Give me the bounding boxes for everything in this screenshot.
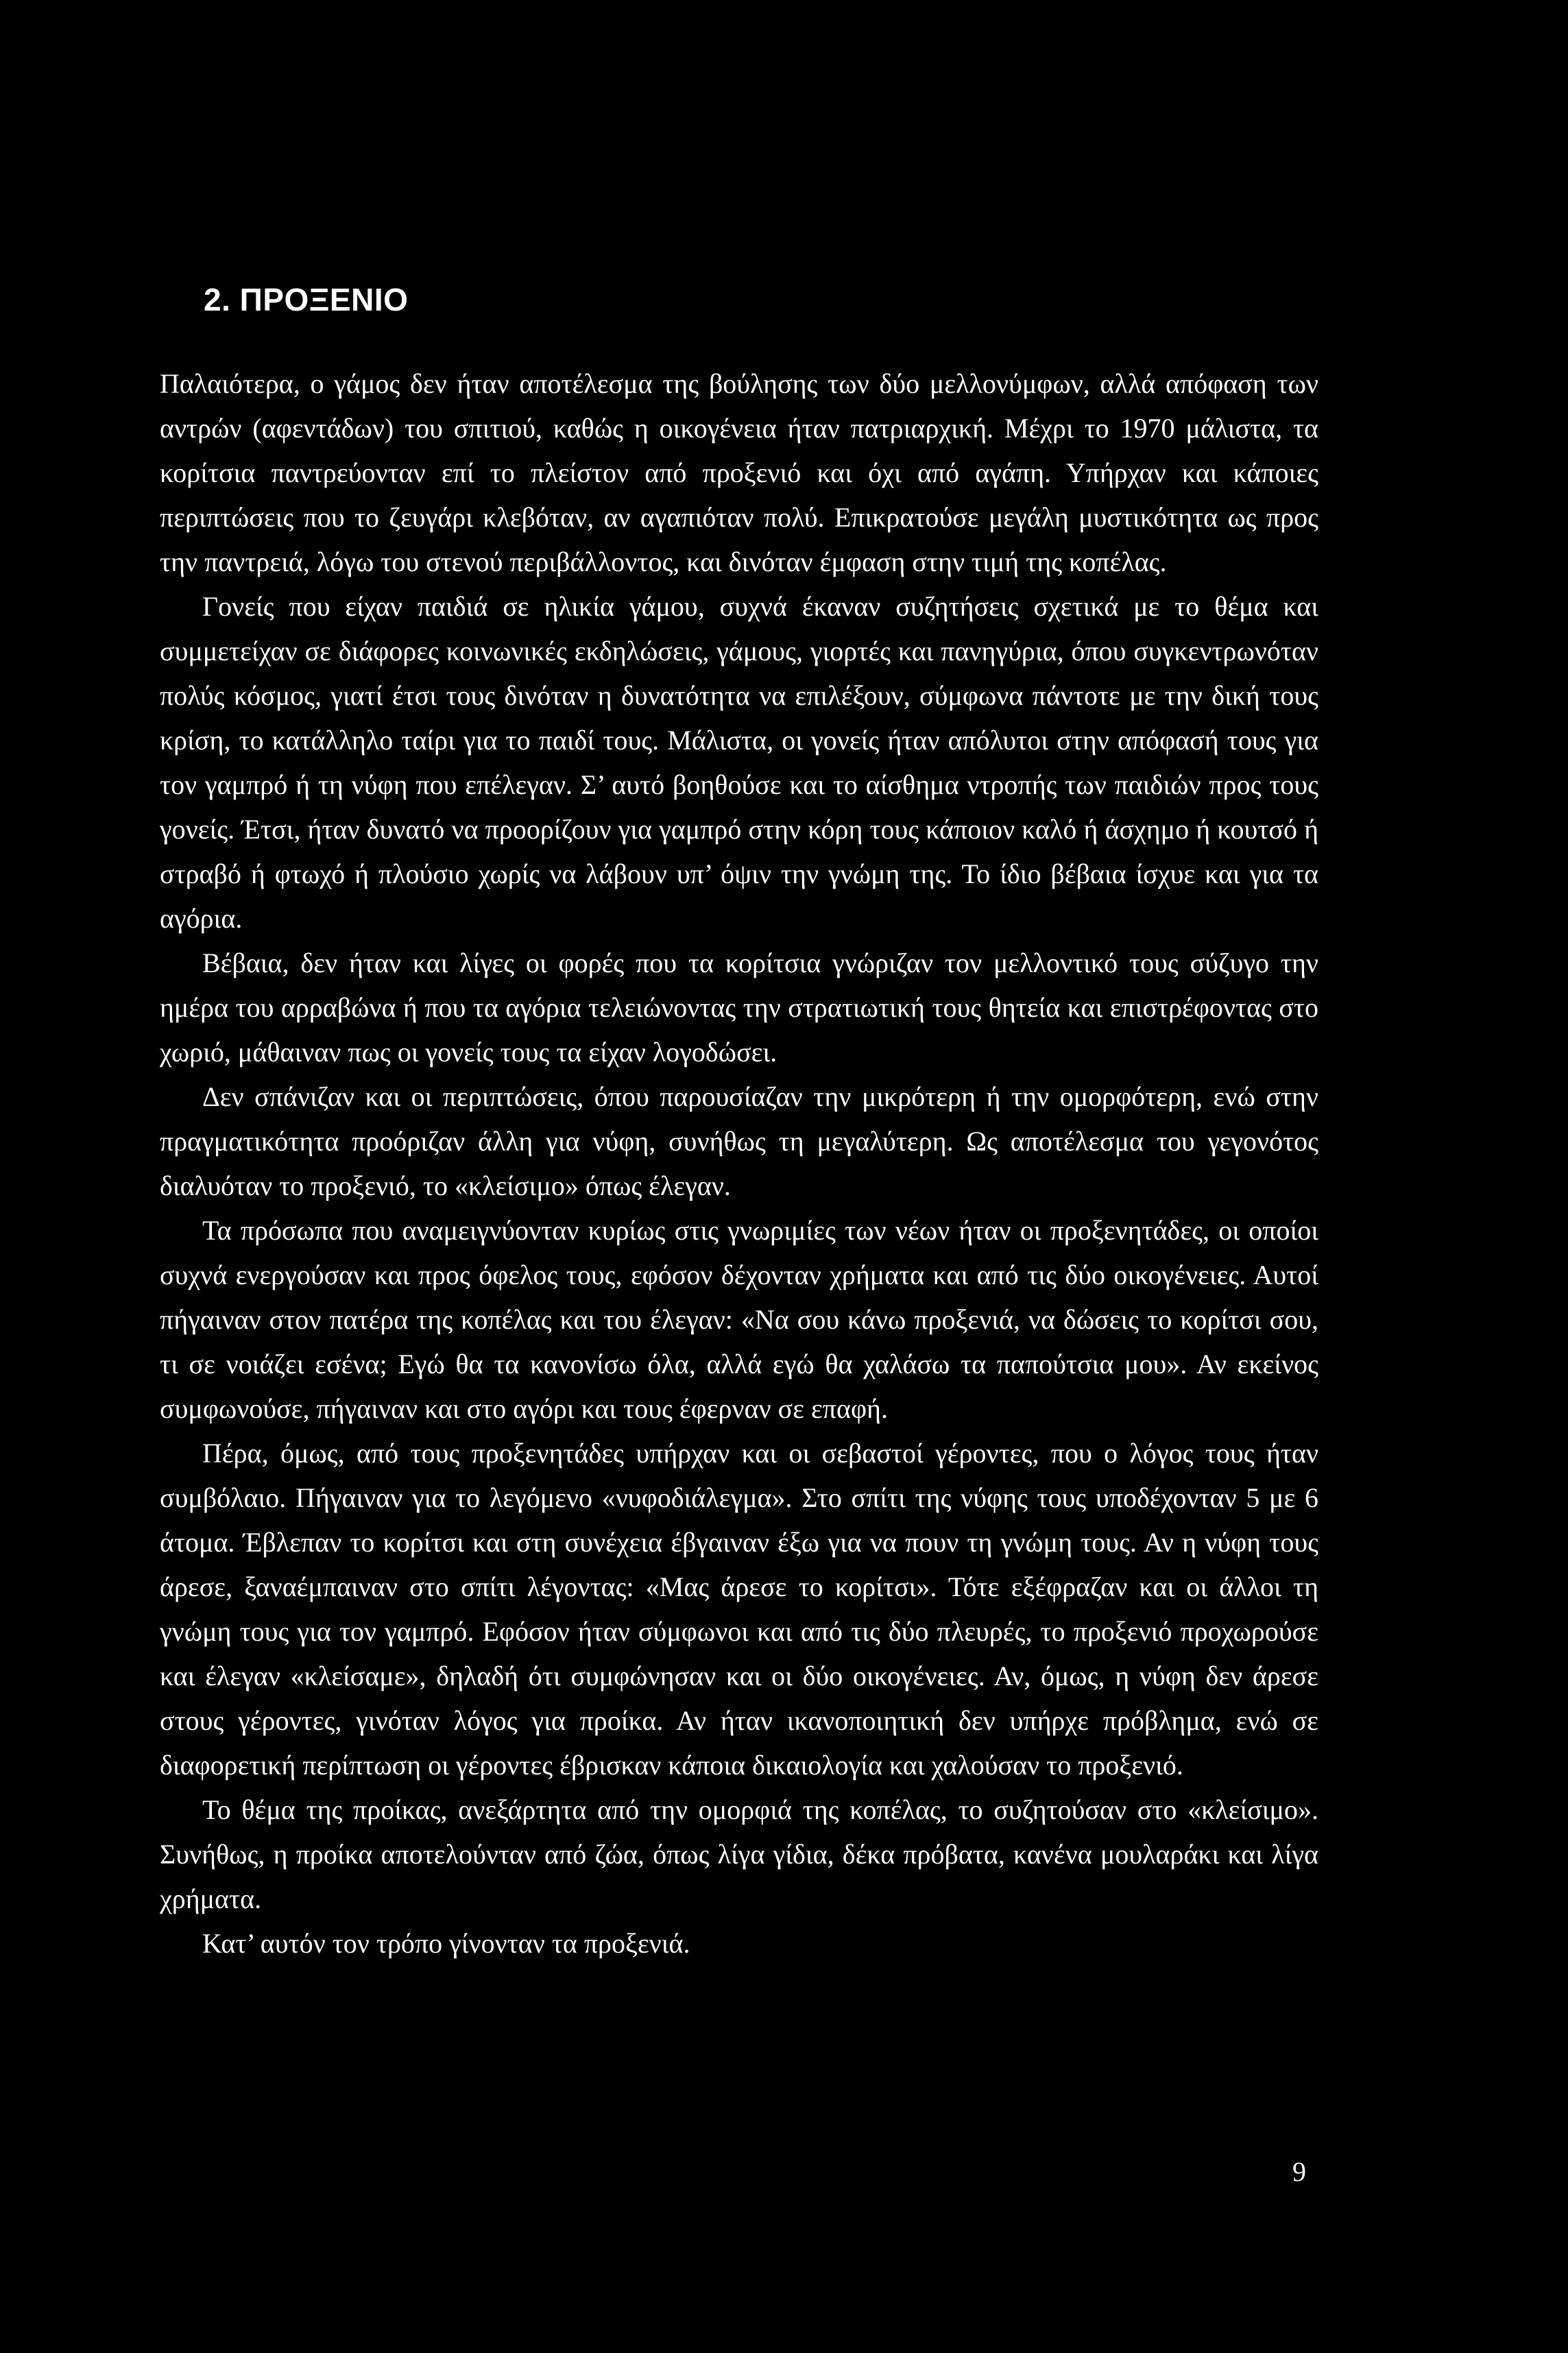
paragraph-elders: Πέρα, όμως, από τους προξενητάδες υπήρχαν και οι σεβαστοί γέροντες, που ο λόγος τους ήταν συμβόλαιο. Πήγαιναν για το λεγόμενο «νυφοδιάλεγμα». Στο σπίτι της νύφης τους υποδέχονταν 5 με 6 άτομα. Έβλεπαν το κορίτσι και στη συνέχεια έβγαιναν έξω για να πουν τη γνώμη τους. Αν η νύφη τους άρεσε, ξαναέμπαιναν στο σπίτι λέγοντας: «Μας άρεσε το κορίτσι». Τότε εξέφραζαν και οι άλλοι τη γνώμη τους για τον γαμπρό. Εφόσον ήταν σύμφωνοι και από τις δύο πλευρές, το προξενιό προχωρούσε και έλεγαν «κλείσαμε», δηλαδή ότι συμφώνησαν και οι δύο οικογένειες. Αν, όμως, η νύφη δεν άρεσε στους γέροντες, γινόταν λόγος για προίκα. Αν ήταν ικανοποιητική δεν υπήρχε πρόβλημα, ενώ σε διαφορετική περίπτωση οι γέροντες έβρισκαν κάποια δικαιολογία και χαλούσαν το προξενιό. [160,1438,1318,1781]
paragraph-conclusion: Κατ’ αυτόν τον τρόπο γίνονταν τα προξενιά. [202,1928,690,1959]
paragraph-parents: Γονείς που είχαν παιδιά σε ηλικία γάμου, συχνά έκαναν συζητήσεις σχετικά με το θέμα και συμμετείχαν σε διάφορες κοινωνικές εκδηλώσεις, γάμους, γιορτές και πανηγύρια, όπου συγκεντρωνόταν πολύς κόσμος, γιατί έτσι τους δινόταν η δυνατότητα να επιλέξουν, σύμφωνα πάντοτε με την δική τους κρίση, το κατάλληλο ταίρι για το παιδί τους. Μάλιστα, οι γονείς ήταν απόλυτοι στην απόφασή τους για τον γαμπρό ή τη νύφη που επέλεγαν. Σ’ αυτό βοηθούσε και το αίσθημα ντροπής των παιδιών προς τους γονείς. Έτσι, ήταν δυνατό να προορίζουν για γαμπρό στην κόρη τους κάποιον καλό ή άσχημο ή κουτσό ή στραβό ή φτωχό ή πλούσιο χωρίς να λάβουν υπ’ όψιν την γνώμη της. Το ίδιο βέβαια ίσχυε και για τα αγόρια. [160,591,1318,934]
document-body [160,281,1318,1966]
paragraph-deception: Δεν σπάνιζαν και οι περιπτώσεις, όπου παρουσίαζαν την μικρότερη ή την ομορφότερη, ενώ στην πραγματικότητα προόριζαν άλλη για νύφη, συνήθως τη μεγαλύτερη. Ως αποτέλεσμα του γεγονότος διαλυόταν το προξενιό, το «κλείσιμο» όπως έλεγαν. [160,1081,1318,1202]
paragraph-dowry: Το θέμα της προίκας, ανεξάρτητα από την ομορφιά της κοπέλας, το συζητούσαν στο «κλείσιμο». Συνήθως, η προίκα αποτελούνταν από ζώα, όπως λίγα γίδια, δέκα πρόβατα, κανένα μουλαράκι και λίγα χρήματα. [160,1794,1318,1915]
page-number: 9 [1292,2156,1306,2187]
paragraph-engagement: Βέβαια, δεν ήταν και λίγες οι φορές που τα κορίτσια γνώριζαν τον μελλοντικό τους σύζυγο την ημέρα του αρραβώνα ή που τα αγόρια τελειώνοντας την στρατιωτική τους θητεία και επιστρέφοντας στο χωριό, μάθαιναν πως οι γονείς τους τα είχαν λογοδώσει. [160,948,1318,1068]
section-heading: 2. ΠΡΟΞΕΝΙΟ [204,282,409,317]
paragraph-intro: Παλαιότερα, ο γάμος δεν ήταν αποτέλεσμα της βούλησης των δύο μελλονύμφων, αλλά απόφαση των αντρών (αφεντάδων) του σπιτιού, καθώς η οικογένεια ήταν πατριαρχική. Μέχρι το 1970 μάλιστα, τα κορίτσια παντρεύονταν επί το πλείστον από προξενιό και όχι από αγάπη. Υπήρχαν και κάποιες περιπτώσεις που το ζευγάρι κλεβόταν, αν αγαπιόταν πολύ. Επικρατούσε μεγάλη μυστικότητα ως προς την παντρειά, λόγω του στενού περιβάλλοντος, και δινόταν έμφαση στην τιμή της κοπέλας. [160,368,1318,578]
paragraph-matchmakers: Τα πρόσωπα που αναμειγνύονταν κυρίως στις γνωριμίες των νέων ήταν οι προξενητάδες, οι οποίοι συχνά ενεργούσαν και προς όφελος τους, εφόσον δέχονταν χρήματα και από τις δύο οικογένειες. Αυτοί πήγαιναν στον πατέρα της κοπέλας και του έλεγαν: «Να σου κάνω προξενιά, να δώσεις το κορίτσι σου, τι σε νοιάζει εσένα; Εγώ θα τα κανονίσω όλα, αλλά εγώ θα χαλάσω τα παπούτσια μου». Αν εκείνος συμφωνούσε, πήγαιναν και στο αγόρι και τους έφερναν σε επαφή. [160,1215,1318,1425]
